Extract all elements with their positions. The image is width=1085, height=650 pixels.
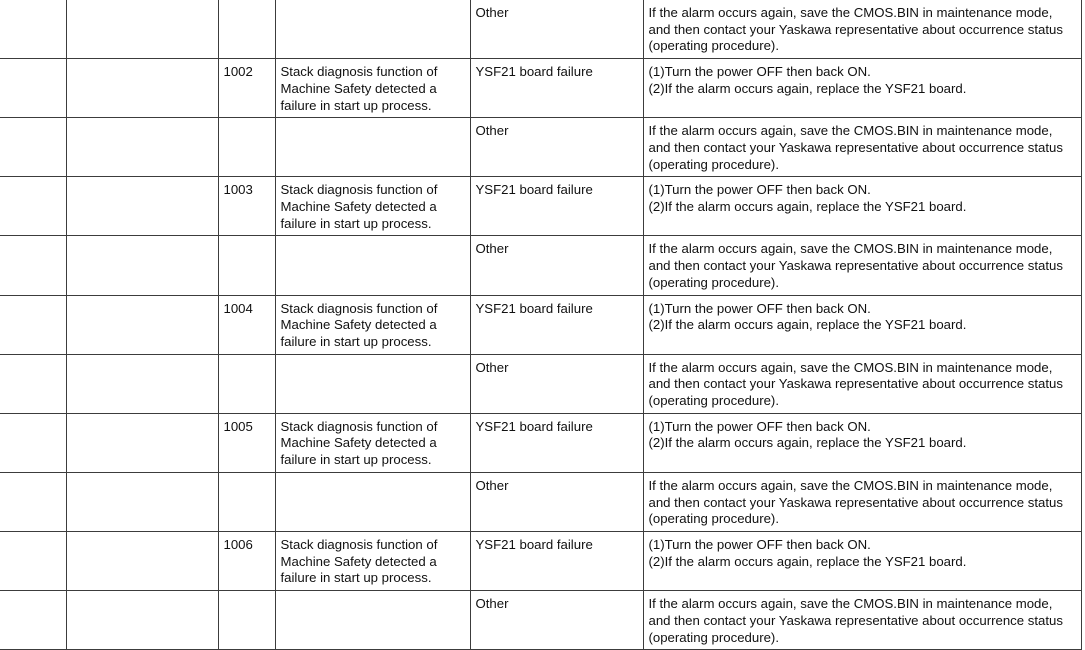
table-row <box>0 354 1081 413</box>
sub-code-text: 1003 <box>223 182 253 198</box>
remedy-cell <box>643 531 1081 590</box>
sub-code-cell <box>218 354 275 413</box>
table-row <box>0 236 1081 295</box>
cause-cell <box>470 0 643 59</box>
remedy-text: If the alarm occurs again, save the CMOS.BIN in maintenance mode, and then contact your Yaskawa representative about occurrence status (operating procedure). <box>648 241 1063 290</box>
alarm-number-cell <box>0 236 66 295</box>
cause-cell <box>470 591 643 650</box>
cause-text: Other <box>475 123 509 139</box>
meaning-text: Stack diagnosis function of Machine Safety detected a failure in start up process. <box>280 64 438 113</box>
alarm-number-cell <box>0 295 66 354</box>
cause-text: Other <box>475 477 509 493</box>
table-row <box>0 59 1081 118</box>
table-row <box>0 591 1081 650</box>
alarm-name-cell <box>66 472 218 531</box>
sub-code-text: 1002 <box>223 64 253 80</box>
alarm-number-cell <box>0 472 66 531</box>
sub-code-cell <box>218 0 275 59</box>
cause-cell <box>470 472 643 531</box>
remedy-cell <box>643 118 1081 177</box>
remedy-text: (1)Turn the power OFF then back ON. (2)If the alarm occurs again, replace the YSF21 board. <box>648 536 967 569</box>
meaning-text: Stack diagnosis function of Machine Safety detected a failure in start up process. <box>280 536 438 586</box>
meaning-cell <box>275 0 470 59</box>
remedy-text: If the alarm occurs again, save the CMOS.BIN in maintenance mode, and then contact your Yaskawa representative about occurrence status (operating procedure). <box>648 477 1063 527</box>
cause-text: YSF21 board failure <box>475 536 593 552</box>
table-row <box>0 118 1081 177</box>
table-row <box>0 531 1081 590</box>
alarm-name-cell <box>66 118 218 177</box>
alarm-name-cell <box>66 295 218 354</box>
cause-text: YSF21 board failure <box>475 64 593 80</box>
sub-code-text: 1005 <box>223 418 253 434</box>
cause-cell <box>470 118 643 177</box>
alarm-name-cell <box>66 59 218 118</box>
table-row <box>0 472 1081 531</box>
remedy-text: (1)Turn the power OFF then back ON. (2)If the alarm occurs again, replace the YSF21 board. <box>648 418 967 451</box>
remedy-cell <box>643 177 1081 236</box>
table-row <box>0 413 1081 472</box>
cause-cell <box>470 354 643 413</box>
meaning-cell <box>275 118 470 177</box>
alarm-name-cell <box>66 531 218 590</box>
cause-cell <box>470 413 643 472</box>
meaning-text: Stack diagnosis function of Machine Safety detected a failure in start up process. <box>280 300 438 349</box>
alarm-number-cell <box>0 118 66 177</box>
remedy-text: If the alarm occurs again, save the CMOS.BIN in maintenance mode, and then contact your Yaskawa representative about occurrence status (operating procedure). <box>648 123 1063 172</box>
sub-code-cell <box>218 59 275 118</box>
alarm-name-cell <box>66 236 218 295</box>
alarm-name-cell <box>66 0 218 59</box>
alarm-number-cell <box>0 59 66 118</box>
meaning-cell <box>275 59 470 118</box>
remedy-text: (1)Turn the power OFF then back ON. (2)If the alarm occurs again, replace the YSF21 board. <box>648 182 967 215</box>
table-row <box>0 177 1081 236</box>
sub-code-cell <box>218 177 275 236</box>
remedy-cell <box>643 59 1081 118</box>
meaning-cell <box>275 177 470 236</box>
sub-code-text: 1006 <box>223 536 253 552</box>
sub-code-cell <box>218 531 275 590</box>
cause-text: Other <box>475 5 509 20</box>
remedy-cell <box>643 591 1081 650</box>
sub-code-cell <box>218 295 275 354</box>
cause-cell <box>470 236 643 295</box>
cause-text: Other <box>475 241 509 257</box>
cause-text: Other <box>475 359 509 375</box>
meaning-cell <box>275 472 470 531</box>
cause-text: YSF21 board failure <box>475 418 593 434</box>
alarm-name-cell <box>66 177 218 236</box>
remedy-cell <box>643 295 1081 354</box>
cause-text: YSF21 board failure <box>475 300 593 316</box>
meaning-cell <box>275 591 470 650</box>
alarm-number-cell <box>0 0 66 59</box>
meaning-cell <box>275 413 470 472</box>
alarm-name-cell <box>66 354 218 413</box>
meaning-cell <box>275 531 470 590</box>
cause-cell <box>470 177 643 236</box>
alarm-number-cell <box>0 591 66 650</box>
sub-code-cell <box>218 236 275 295</box>
alarm-number-cell <box>0 354 66 413</box>
meaning-cell <box>275 354 470 413</box>
meaning-text: Stack diagnosis function of Machine Safety detected a failure in start up process. <box>280 182 438 231</box>
cause-text: Other <box>475 596 509 612</box>
remedy-cell <box>643 354 1081 413</box>
meaning-cell <box>275 295 470 354</box>
remedy-cell <box>643 236 1081 295</box>
meaning-cell <box>275 236 470 295</box>
cause-cell <box>470 531 643 590</box>
sub-code-cell <box>218 118 275 177</box>
remedy-cell <box>643 472 1081 531</box>
remedy-text: (1)Turn the power OFF then back ON. (2)If the alarm occurs again, replace the YSF21 board. <box>648 300 967 333</box>
remedy-cell <box>643 413 1081 472</box>
alarm-number-cell <box>0 413 66 472</box>
table-row <box>0 0 1081 59</box>
alarm-name-cell <box>66 413 218 472</box>
table-row <box>0 295 1081 354</box>
cause-cell <box>470 295 643 354</box>
remedy-text: (1)Turn the power OFF then back ON. (2)If the alarm occurs again, replace the YSF21 board. <box>648 64 967 96</box>
remedy-text: If the alarm occurs again, save the CMOS.BIN in maintenance mode, and then contact your Yaskawa representative about occurrence status (operating procedure). <box>648 359 1063 409</box>
remedy-cell <box>643 0 1081 59</box>
alarm-number-cell <box>0 531 66 590</box>
alarm-name-cell <box>66 591 218 650</box>
cause-cell <box>470 59 643 118</box>
remedy-text: If the alarm occurs again, save the CMOS.BIN in maintenance mode, and then contact your Yaskawa representative about occurrence status (operating procedure). <box>648 5 1063 54</box>
remedy-text: If the alarm occurs again, save the CMOS.BIN in maintenance mode, and then contact your Yaskawa representative about occurrence status (operating procedure). <box>648 596 1063 645</box>
cause-text: YSF21 board failure <box>475 182 593 198</box>
sub-code-cell <box>218 413 275 472</box>
sub-code-cell <box>218 591 275 650</box>
sub-code-text: 1004 <box>223 300 253 316</box>
meaning-text: Stack diagnosis function of Machine Safety detected a failure in start up process. <box>280 418 438 468</box>
sub-code-cell <box>218 472 275 531</box>
alarm-number-cell <box>0 177 66 236</box>
